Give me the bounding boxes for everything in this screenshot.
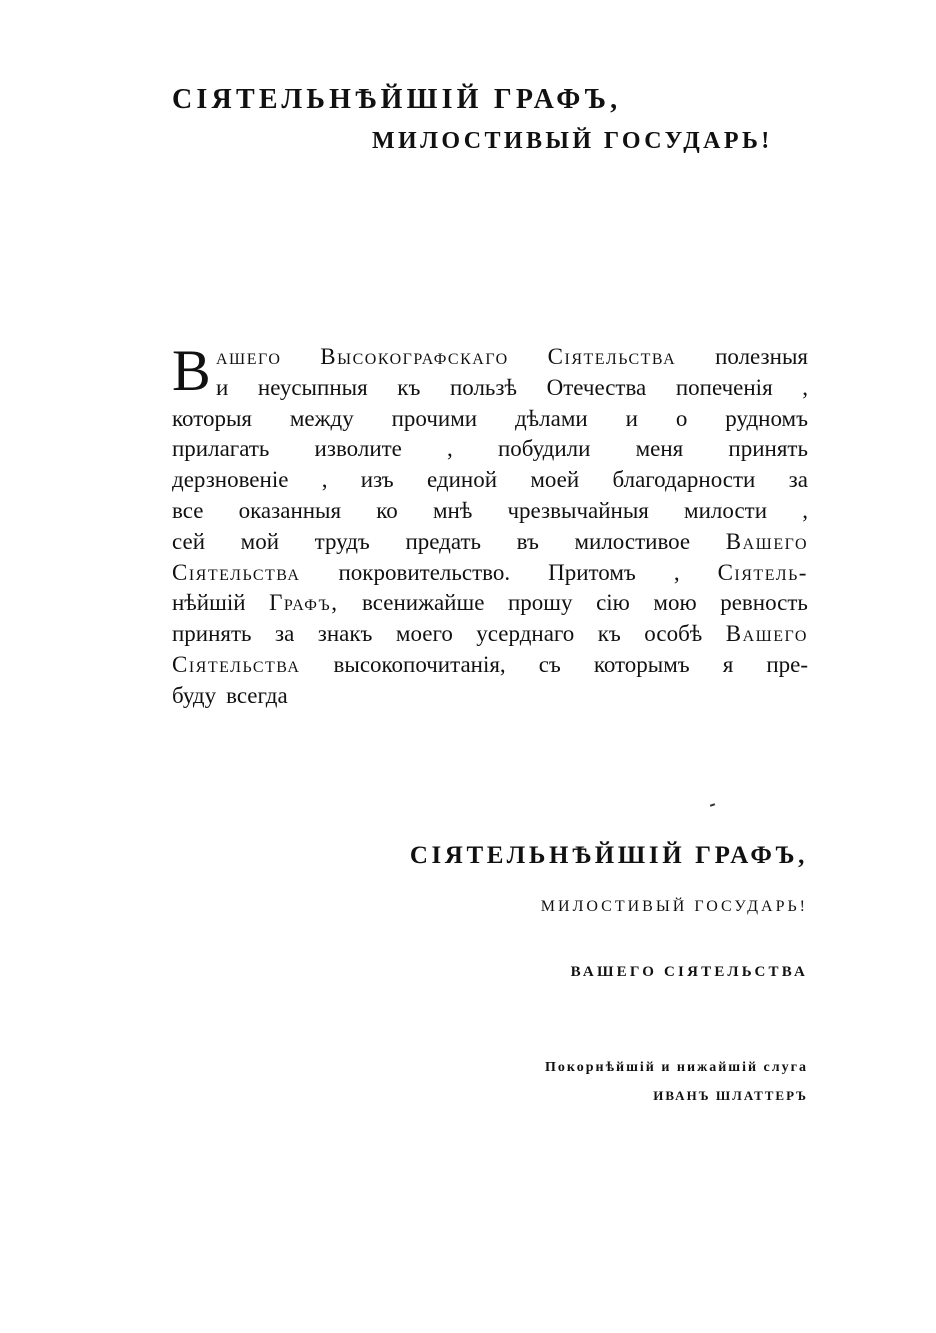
paragraph-word: милости (684, 497, 768, 523)
paragraph-word: Высокографскаго (320, 344, 509, 369)
paragraph-word: пре- (766, 651, 808, 677)
paragraph-word: которыя (172, 405, 252, 431)
paragraph-line (172, 650, 808, 681)
paragraph-word: меня (635, 436, 684, 462)
paragraph-word: предать (405, 528, 482, 554)
paragraph-word: чрезвычайныя (507, 497, 649, 523)
paragraph-word: прилагать (172, 436, 270, 462)
paragraph-line (172, 558, 808, 589)
paragraph-word: , (321, 467, 328, 493)
paragraph-word: мою (653, 590, 697, 616)
paragraph-word: изволите (314, 436, 402, 462)
paragraph-word: ашего (216, 344, 282, 369)
paragraph-word: за (275, 621, 295, 647)
closing-title: СІЯТЕЛЬНѢЙШІЙ ГРАФЪ, (409, 842, 808, 869)
paragraph-word: принять (728, 436, 808, 462)
paragraph-word: побудили (497, 436, 591, 462)
paragraph-line (172, 434, 808, 465)
paragraph-word: , (802, 374, 808, 400)
paragraph-word: , (447, 436, 453, 462)
paragraph-word: Притомъ (548, 559, 636, 585)
paragraph-word: между (289, 405, 354, 431)
salutation-subtitle: МИЛОСТИВЫЙ ГОСУДАРЬ! (372, 128, 773, 154)
paragraph-word: къ (397, 374, 421, 400)
paragraph-word: моего (395, 621, 453, 647)
paragraph-word: которымъ (593, 651, 690, 677)
paragraph-word: знакъ (317, 621, 373, 647)
paragraph-word: прошу (507, 590, 573, 616)
paragraph-word: прочими (391, 405, 478, 431)
paragraph-word: трудъ (314, 528, 370, 554)
paragraph-word: благодарности (612, 467, 756, 493)
paragraph-word: изъ (360, 467, 394, 493)
paragraph-word: сію (596, 590, 630, 616)
paragraph-word: полезныя (715, 344, 808, 369)
paragraph-word: усерднаго (476, 621, 575, 647)
paragraph-word: дерзновеніе (172, 467, 289, 493)
paragraph-word: нѣйшій (172, 590, 246, 616)
paragraph-word: высокопочитанія, (333, 651, 506, 677)
paragraph-line (172, 681, 808, 712)
paragraph-word: пользѣ (449, 374, 517, 400)
paragraph-word: о (675, 405, 688, 431)
paragraph-word: я (722, 651, 734, 677)
paragraph-word: съ (538, 651, 561, 677)
paragraph-word: къ (597, 621, 621, 647)
closing-excellency: ВАШЕГО СІЯТЕЛЬСТВА (570, 964, 808, 980)
paragraph-word: Отечества (546, 374, 647, 400)
paragraph-word: покровительство. (338, 559, 511, 585)
paragraph-word: моей (530, 467, 580, 493)
servant-line: Покорнѣйшій и нижайшій слуга (545, 1060, 808, 1075)
paragraph-word: попеченія (675, 374, 773, 400)
paragraph-line (172, 342, 808, 373)
dedication-paragraph (172, 338, 808, 712)
paragraph-word: дѣлами (514, 405, 588, 431)
paragraph-word: Сіятельства (172, 651, 301, 677)
paragraph-word: Вашего (725, 528, 808, 554)
author-name: ИВАНЪ ШЛАТТЕРЪ (653, 1088, 808, 1103)
paragraph-line (172, 496, 808, 527)
paragraph-word: , (673, 559, 680, 585)
paragraph-word: Сіятельства (172, 559, 301, 585)
paragraph-word: особѣ (644, 621, 703, 647)
paragraph-line (172, 404, 808, 435)
paragraph-word: мнѣ (432, 497, 473, 523)
closing-subtitle: МИЛОСТИВЫЙ ГОСУДАРЬ! (540, 898, 808, 915)
paragraph-word: Сіятель- (717, 559, 808, 585)
paragraph-word: и (216, 374, 229, 400)
ink-speck (710, 803, 715, 807)
paragraph-word: за (788, 467, 808, 493)
paragraph-word: , (802, 497, 808, 523)
paragraph-line (172, 588, 808, 619)
paragraph-word: неусыпныя (257, 374, 368, 400)
paragraph-word: Вашего (725, 621, 808, 647)
paragraph-word: ко (376, 497, 398, 523)
paragraph-word: всенижайше (362, 590, 485, 616)
paragraph-word: милостивое (574, 528, 691, 554)
paragraph-word: единой (426, 467, 498, 493)
paragraph-word: рудномъ (725, 405, 808, 431)
salutation-title: СІЯТЕЛЬНѢЙШІЙ ГРАФЪ, (172, 84, 622, 115)
paragraph-word: всегда (226, 682, 288, 708)
paragraph-lines (172, 338, 808, 712)
paragraph-word: и (625, 405, 638, 431)
drop-cap: В (172, 338, 211, 403)
paragraph-word: въ (516, 528, 539, 554)
paragraph-word: Графъ, (269, 590, 339, 616)
paragraph-word: мой (240, 528, 280, 554)
paragraph-line (172, 619, 808, 650)
paragraph-word: буду (172, 682, 217, 708)
paragraph-line (172, 465, 808, 496)
paragraph-word: все (172, 497, 204, 523)
paragraph-word: сей (172, 528, 206, 554)
paragraph-word: принять (172, 621, 252, 647)
paragraph-word: оказанныя (238, 497, 342, 523)
paragraph-word: ревность (720, 590, 808, 616)
paragraph-line (172, 527, 808, 558)
paragraph-word: Сіятельства (547, 344, 677, 369)
paragraph-line (172, 373, 808, 404)
